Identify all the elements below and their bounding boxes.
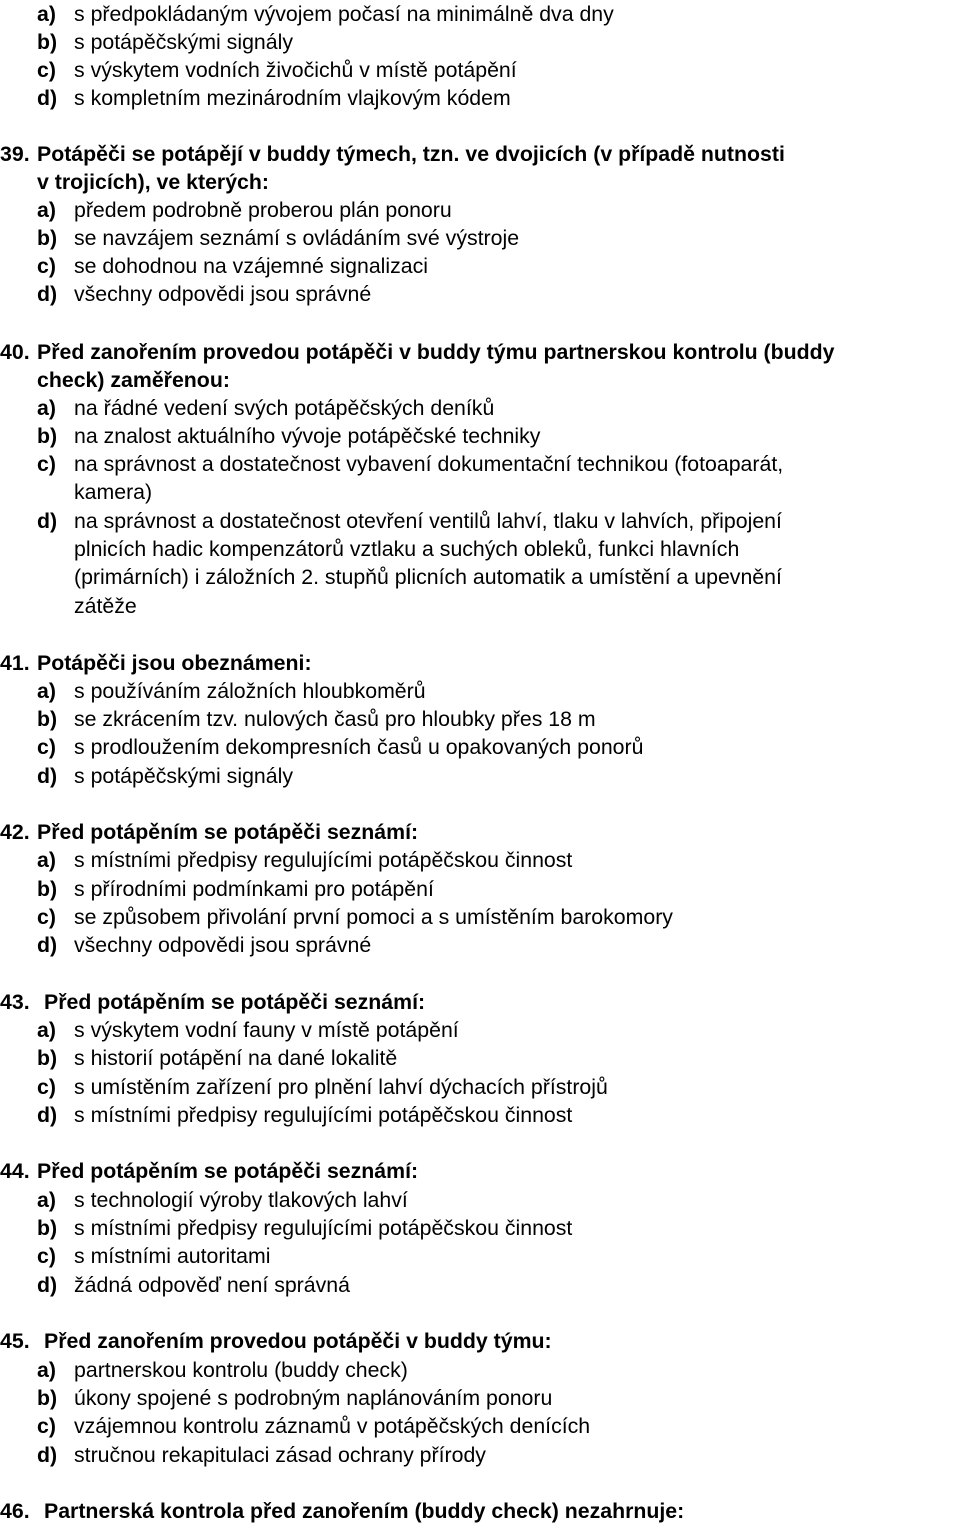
option-text: s výskytem vodních živočichů v místě potápění: [74, 58, 517, 82]
question-text: Před potápěním se potápěči seznámí:: [44, 990, 426, 1014]
question-text: Před potápěním se potápěči seznámí:: [37, 820, 419, 844]
option-text: se navzájem seznámí s ovládáním své výstroje: [74, 226, 520, 250]
question-text: Partnerská kontrola před zanořením (buddy check) nezahrnuje:: [44, 1499, 685, 1523]
option-text: s místními předpisy regulujícími potápěčskou činnost: [74, 1103, 573, 1127]
option-letter: b): [37, 1216, 58, 1240]
question-number: 45.: [0, 1329, 30, 1353]
option-letter: d): [37, 764, 58, 788]
option-letter: a): [37, 1018, 56, 1042]
option-letter: c): [37, 905, 56, 929]
option-letter: b): [37, 877, 58, 901]
option-letter: d): [37, 86, 58, 110]
option-letter: a): [37, 679, 56, 703]
option-letter: b): [37, 30, 58, 54]
option-letter: b): [37, 707, 58, 731]
option-text: s technologií výroby tlakových lahví: [74, 1188, 408, 1212]
option-text: kamera): [74, 480, 153, 504]
option-letter: a): [37, 2, 56, 26]
option-letter: d): [37, 1103, 58, 1127]
question-text: v trojicích), ve kterých:: [37, 170, 269, 194]
option-letter: a): [37, 1358, 56, 1382]
option-text: žádná odpověď není správná: [74, 1273, 350, 1297]
option-text: se způsobem přivolání první pomoci a s umístěním barokomory: [74, 905, 673, 929]
option-letter: b): [37, 226, 58, 250]
option-text: partnerskou kontrolu (buddy check): [74, 1358, 408, 1382]
question-number: 41.: [0, 651, 30, 675]
option-text: se dohodnou na vzájemné signalizaci: [74, 254, 428, 278]
question-number: 42.: [0, 820, 30, 844]
question-text: Před zanořením provedou potápěči v buddy týmu:: [44, 1329, 552, 1353]
option-letter: a): [37, 848, 56, 872]
option-letter: c): [37, 1414, 56, 1438]
option-text: s používáním záložních hloubkoměrů: [74, 679, 426, 703]
option-text: s potápěčskými signály: [74, 764, 293, 788]
option-text: na správnost a dostatečnost vybavení dokumentační technikou (fotoaparát,: [74, 452, 784, 476]
question-number: 44.: [0, 1159, 30, 1183]
option-letter: a): [37, 396, 56, 420]
option-letter: c): [37, 254, 56, 278]
question-number: 43.: [0, 990, 30, 1014]
option-letter: b): [37, 1046, 58, 1070]
option-letter: a): [37, 1188, 56, 1212]
option-text: s předpokládaným vývojem počasí na minimálně dva dny: [74, 2, 614, 26]
question-text: Před zanořením provedou potápěči v buddy týmu partnerskou kontrolu (buddy: [37, 340, 835, 364]
question-number: 40.: [0, 340, 30, 364]
option-text: na znalost aktuálního vývoje potápěčské techniky: [74, 424, 541, 448]
option-text: zátěže: [74, 594, 137, 618]
question-text: Potápěči se potápějí v buddy týmech, tzn. ve dvojicích (v případě nutnosti: [37, 142, 785, 166]
option-text: se zkrácením tzv. nulových časů pro hloubky přes 18 m: [74, 707, 596, 731]
option-text: s místními autoritami: [74, 1244, 271, 1268]
question-text: Před potápěním se potápěči seznámí:: [37, 1159, 419, 1183]
question-text: check) zaměřenou:: [37, 368, 230, 392]
option-text: všechny odpovědi jsou správné: [74, 282, 372, 306]
option-letter: d): [37, 282, 58, 306]
option-text: stručnou rekapitulaci zásad ochrany přírody: [74, 1443, 486, 1467]
option-text: s místními předpisy regulujícími potápěčskou činnost: [74, 848, 573, 872]
option-letter: b): [37, 1386, 58, 1410]
option-letter: c): [37, 58, 56, 82]
option-text: (primárních) i záložních 2. stupňů plicních automatik a umístění a upevnění: [74, 565, 782, 589]
question-number: 46.: [0, 1499, 30, 1523]
option-letter: a): [37, 198, 56, 222]
option-text: s přírodními podmínkami pro potápění: [74, 877, 434, 901]
option-text: plnicích hadic kompenzátorů vztlaku a suchých obleků, funkci hlavních: [74, 537, 740, 561]
option-text: s výskytem vodní fauny v místě potápění: [74, 1018, 459, 1042]
option-letter: d): [37, 1273, 58, 1297]
question-number: 39.: [0, 142, 30, 166]
option-text: na správnost a dostatečnost otevření ventilů lahví, tlaku v lahvích, připojení: [74, 509, 782, 533]
option-text: s umístěním zařízení pro plnění lahví dýchacích přístrojů: [74, 1075, 608, 1099]
option-text: vzájemnou kontrolu záznamů v potápěčských denících: [74, 1414, 591, 1438]
option-text: s potápěčskými signály: [74, 30, 293, 54]
option-text: úkony spojené s podrobným naplánováním ponoru: [74, 1386, 553, 1410]
option-text: s prodloužením dekompresních časů u opakovaných ponorů: [74, 735, 644, 759]
option-letter: c): [37, 735, 56, 759]
option-letter: c): [37, 1075, 56, 1099]
option-text: všechny odpovědi jsou správné: [74, 933, 372, 957]
option-letter: d): [37, 933, 58, 957]
question-text: Potápěči jsou obeznámeni:: [37, 651, 312, 675]
option-text: s kompletním mezinárodním vlajkovým kódem: [74, 86, 511, 110]
option-letter: d): [37, 509, 58, 533]
option-letter: c): [37, 452, 56, 476]
option-letter: d): [37, 1443, 58, 1467]
option-text: s místními předpisy regulujícími potápěčskou činnost: [74, 1216, 573, 1240]
option-letter: c): [37, 1244, 56, 1268]
option-text: s historií potápění na dané lokalitě: [74, 1046, 398, 1070]
option-text: na řádné vedení svých potápěčských deníků: [74, 396, 495, 420]
option-text: předem podrobně proberou plán ponoru: [74, 198, 452, 222]
option-letter: b): [37, 424, 58, 448]
